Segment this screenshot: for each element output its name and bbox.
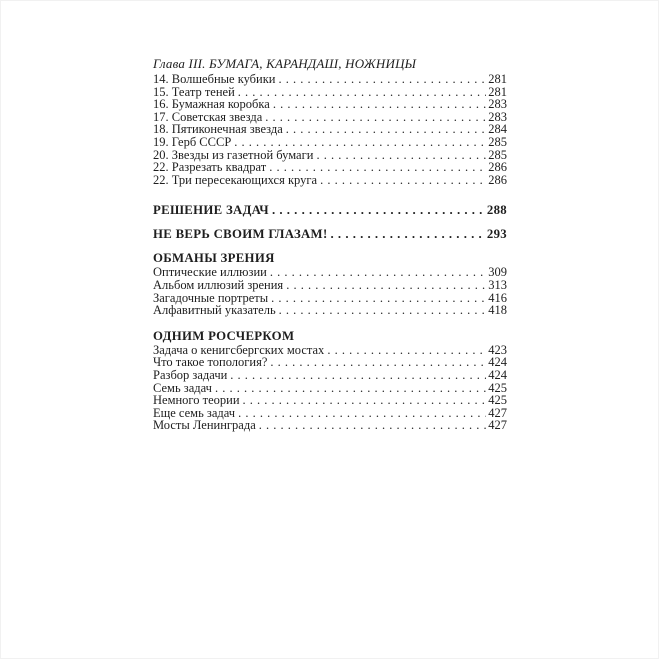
toc-entry-title: 22. Три пересекающихся круга [153,172,318,187]
dot-leader [270,356,486,369]
dot-leader [269,161,486,174]
dot-leader [273,98,486,111]
toc-entry-title: Что такое топология? [153,355,268,370]
toc-block [153,252,507,316]
dot-leader [327,344,486,357]
toc-entry-page-number: 425 [488,393,507,408]
dot-leader [215,382,486,395]
toc-entry [153,136,507,149]
toc-entry-page-number: 281 [488,72,507,86]
toc-entry-title: Семь задач [153,380,212,395]
toc-entry-title: Альбом иллюзий зрения [153,277,284,292]
toc-block [153,330,507,432]
toc-entry-page-number: 286 [488,160,507,175]
dot-leader [270,266,486,279]
toc-entry-title: Разбор задачи [153,367,228,382]
toc-entry-page-number: 284 [488,122,507,137]
toc-entry [153,73,507,86]
toc-entry-title: Алфавитный указатель [153,303,276,318]
toc-entry-title: Мосты Ленинграда [153,418,256,433]
dot-leader [265,111,486,124]
toc-entry-title: 18. Пятиконечная звезда [153,122,283,137]
toc-entry-page-number: 427 [488,405,507,420]
toc-entry-page-number: 285 [488,134,507,149]
toc-blocks [153,73,507,432]
toc-entry-page-number: 285 [488,147,507,162]
toc-entry-page-number: 293 [486,227,507,242]
toc-entry-title: 20. Звезды из газетной бумаги [153,147,314,162]
toc-column [153,57,507,432]
toc-block [153,204,507,217]
dot-leader [243,394,487,407]
section-heading: ОБМАНЫ ЗРЕНИЯ [153,251,275,266]
toc-entry [153,161,507,174]
toc-entry-page-number: 418 [488,303,507,318]
toc-entry-title: НЕ ВЕРЬ СВОИМ ГЛАЗАМ! [153,227,328,242]
dot-leader [331,228,485,241]
toc-entry-title: 16. Бумажная коробка [153,97,270,112]
toc-entry-title: Немного теории [153,393,240,408]
chapter-heading: Глава III. БУМАГА, КАРАНДАШ, НОЖНИЦЫ [153,56,417,71]
dot-leader [320,174,486,187]
toc-entry-page-number: 309 [488,265,507,280]
toc-entry-page-number: 281 [488,84,507,99]
toc-entry [153,279,507,292]
toc-entry-title: 19. Герб СССР [153,134,232,149]
dot-leader [259,419,487,432]
toc-entry-page-number: 423 [488,342,507,357]
toc-block [153,228,507,241]
dot-leader [286,279,486,292]
dot-leader [238,86,486,99]
toc-entry [153,419,507,432]
toc-entry-title: 17. Советская звезда [153,109,263,124]
toc-entry-title: РЕШЕНИЕ ЗАДАЧ [153,203,269,218]
toc-entry-title: 22. Разрезать квадрат [153,160,267,175]
toc-entry [153,394,507,407]
toc-entry-title: Загадочные портреты [153,290,269,305]
toc-entry [153,204,507,217]
toc-entry-title: 15. Театр теней [153,84,235,99]
dot-leader [271,292,486,305]
toc-entry-page-number: 416 [488,290,507,305]
toc-entry-page-number: 424 [488,367,507,382]
toc-entry-title: Задача о кенигсбергских мостах [153,342,325,357]
toc-entry-page-number: 288 [486,203,507,218]
dot-leader [316,149,486,162]
dot-leader [279,304,487,317]
toc-entry [153,228,507,241]
toc-entry-page-number: 313 [488,277,507,292]
dot-leader [286,123,486,136]
toc-entry-page-number: 283 [488,97,507,112]
toc-entry [153,98,507,111]
dot-leader [234,136,486,149]
toc-entry-page-number: 425 [488,380,507,395]
toc-entry-page-number: 283 [488,109,507,124]
toc-entry-page-number: 424 [488,355,507,370]
dot-leader [272,204,485,217]
toc-entry-page-number: 427 [488,418,507,433]
toc-entry-title: Еще семь задач [153,405,236,420]
toc-entry-title: Оптические иллюзии [153,265,267,280]
dot-leader [279,73,487,86]
dot-leader [230,369,486,382]
toc-entry [153,369,507,382]
toc-entry-page-number: 286 [488,172,507,187]
toc-entry [153,304,507,317]
dot-leader [238,407,486,420]
section-heading: ОДНИМ РОСЧЕРКОМ [153,328,295,343]
toc-block [153,73,507,186]
toc-entry-title: 14. Волшебные кубики [153,72,276,86]
toc-entry [153,174,507,187]
